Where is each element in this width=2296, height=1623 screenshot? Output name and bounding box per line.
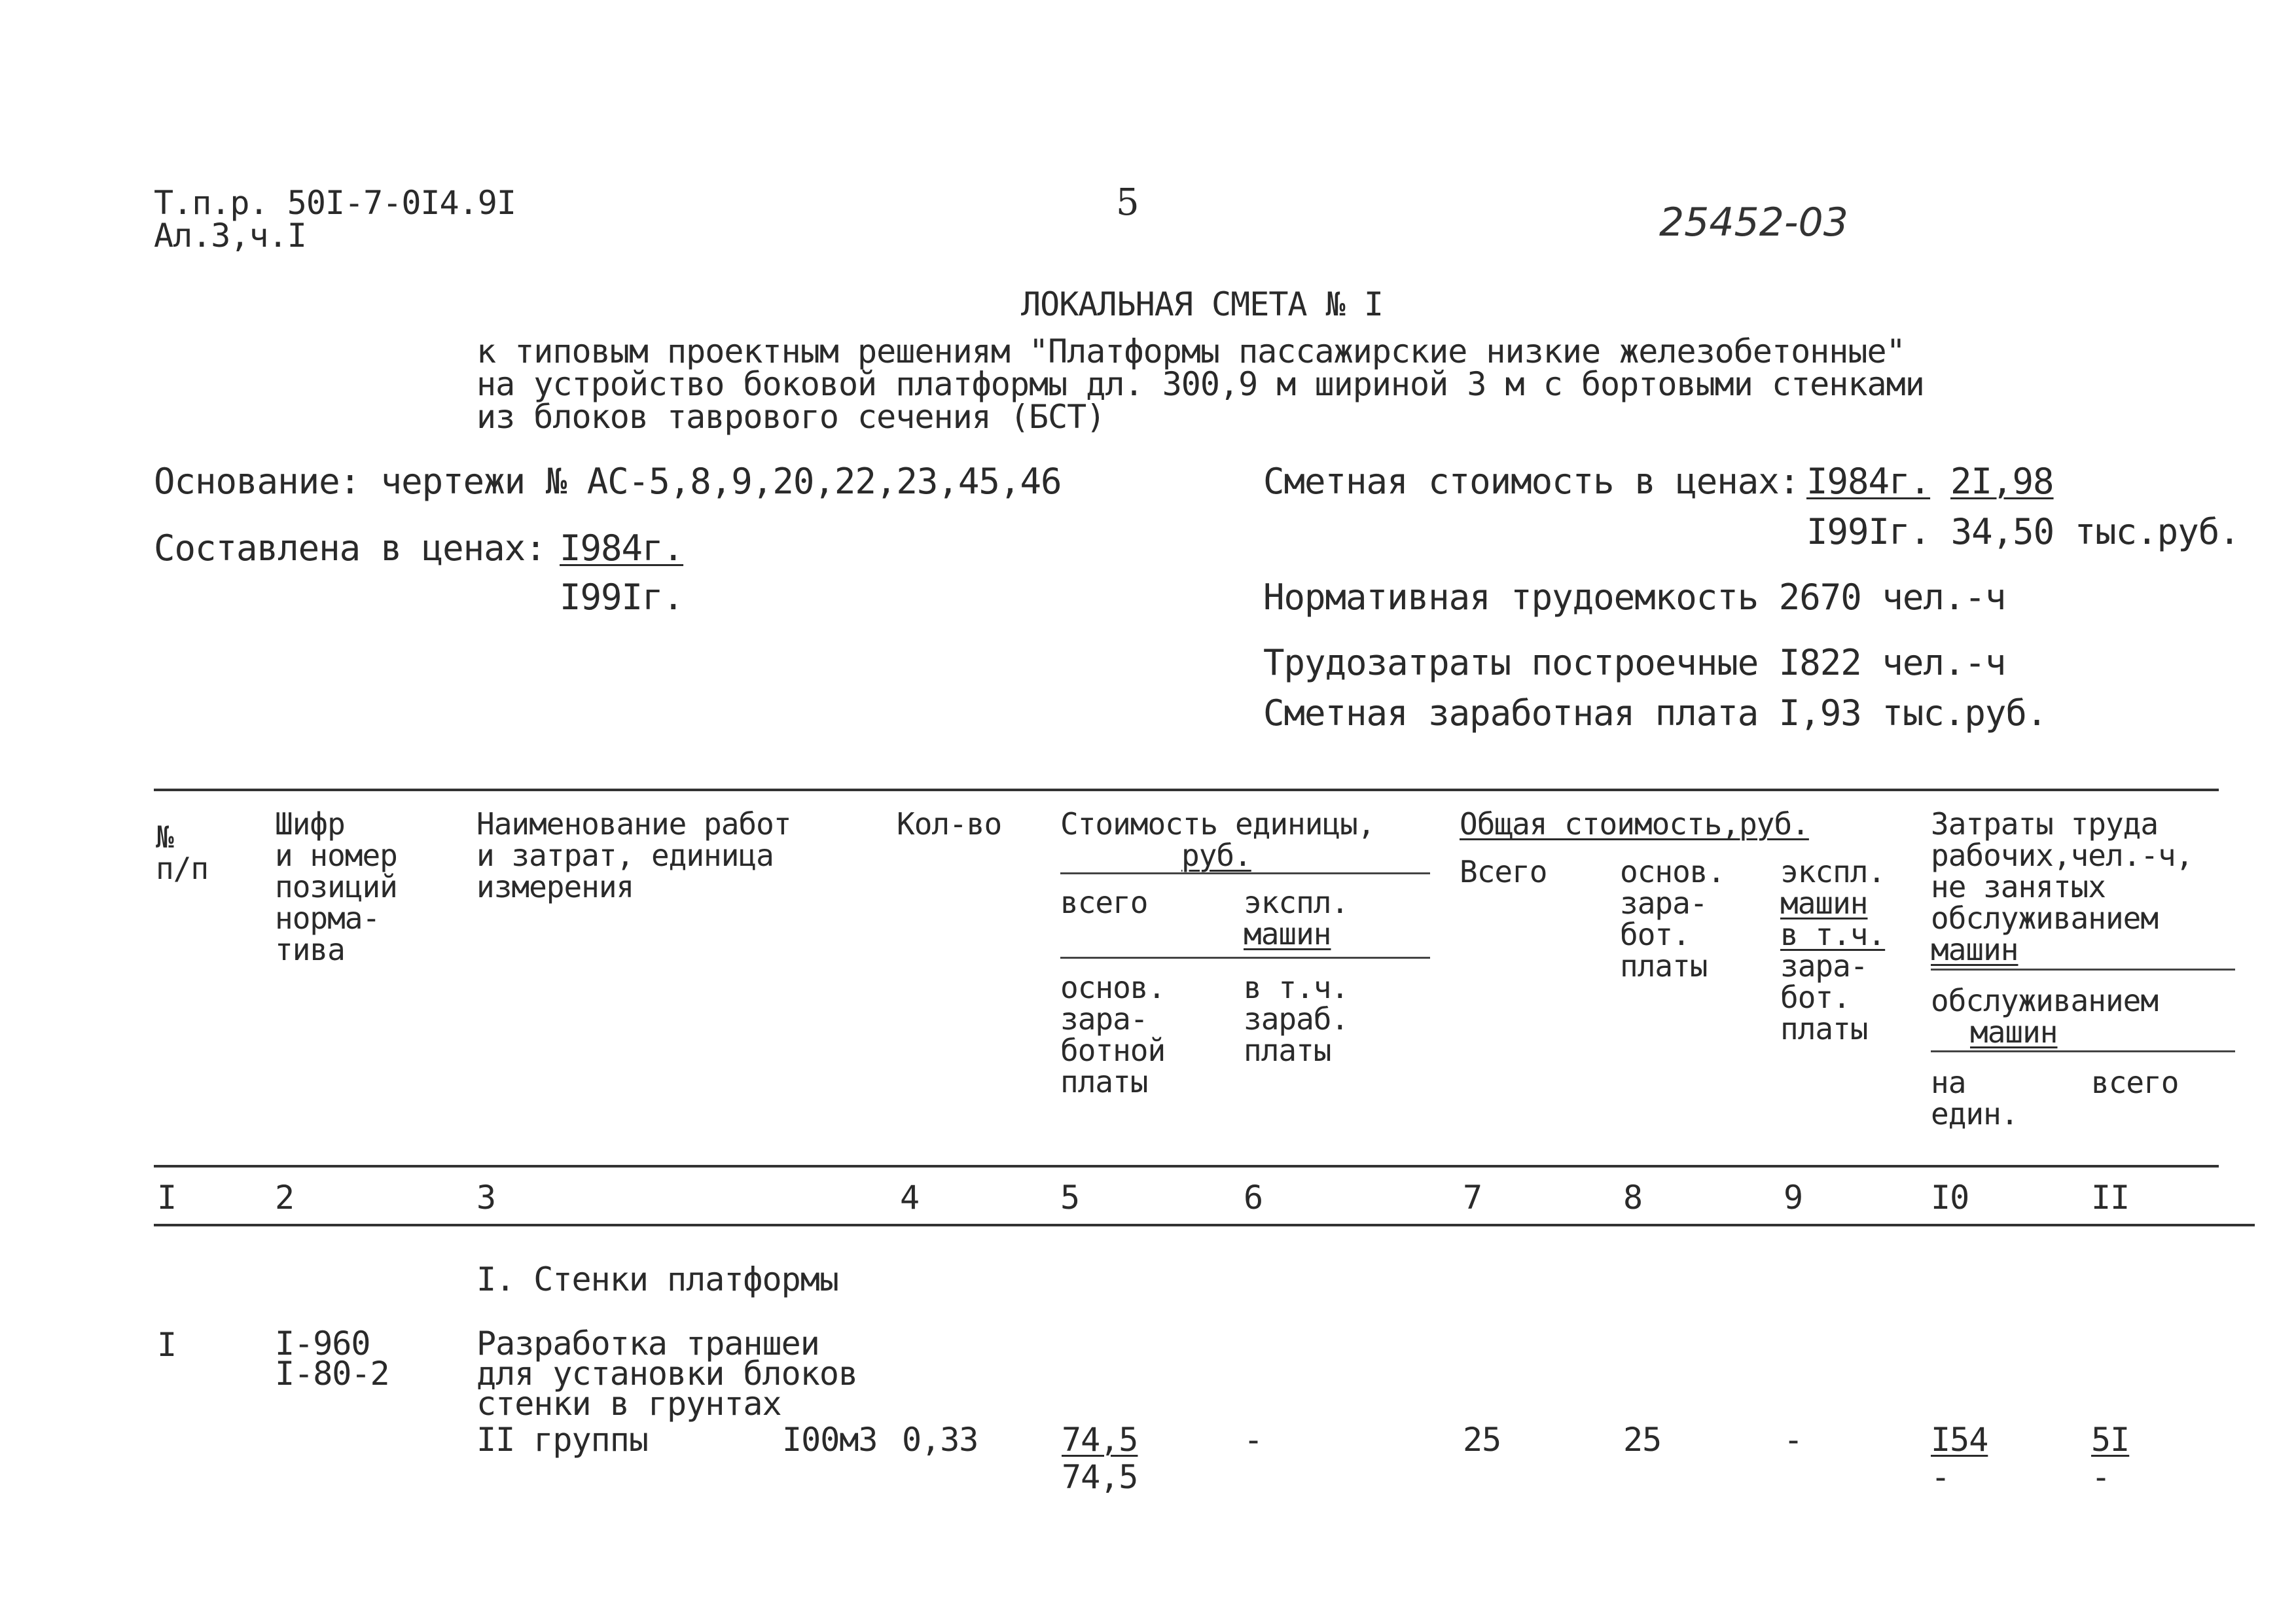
doc-code-line1: Т.п.р. 50I-7-0I4.9I <box>154 184 516 222</box>
col11-header: всего <box>2091 1065 2179 1100</box>
row-1-unit: I00м3 <box>782 1421 878 1459</box>
table-top-rule <box>154 789 2219 791</box>
col10-header: на един. <box>1931 1065 2018 1132</box>
basis: Основание: чертежи № АС-5,8,9,20,22,23,45,46 <box>154 461 1062 502</box>
row-1-name: Разработка траншеи для установки блоков стенки в грунтах <box>476 1325 858 1423</box>
labor2-header: обслуживанием <box>1931 983 2159 1018</box>
col-name-header: Наименование работ и затрат, единица измерения <box>476 806 791 904</box>
labor-rule-1 <box>1931 969 2235 971</box>
section-title: I. Стенки платформы <box>476 1260 838 1298</box>
labor-header: Затраты труда рабочих,чел.-ч, не занятых обслуживанием <box>1931 806 2193 936</box>
col7-header: Всего <box>1460 854 1547 889</box>
row-1-code: I-960 I-80-2 <box>275 1325 389 1393</box>
row-1-labor-total-2: - <box>2091 1458 2111 1496</box>
col-numbers-rule <box>154 1224 2255 1226</box>
archive-number: 25452-03 <box>1659 200 1848 245</box>
cost-label: Сметная стоимость в ценах: <box>1263 461 1800 502</box>
unit-cost-mid-rule <box>1060 957 1430 959</box>
col-number-4: 4 <box>900 1179 920 1217</box>
row-1-qty: 0,33 <box>902 1421 978 1459</box>
col-number-7: 7 <box>1463 1179 1482 1217</box>
prices-1991: I99Iг. <box>560 577 684 618</box>
col5-bottom-header: основ. зара- ботной платы <box>1060 970 1166 1099</box>
row-1-labor-unit: I54 <box>1931 1421 1988 1459</box>
col-code-header: Шифр и номер позиций норма- тива <box>275 806 397 967</box>
row-1-unit-mach: - <box>1244 1421 1263 1459</box>
col5-top-header: всего <box>1060 885 1148 920</box>
row-1-total-mach: - <box>1784 1421 1803 1459</box>
col9-header-d: зара- бот. платы <box>1780 948 1868 1046</box>
col-qty-header: Кол-во <box>897 806 1002 842</box>
col6-top-header-u: машин <box>1244 916 1331 952</box>
col-number-11: II <box>2091 1179 2130 1217</box>
col-number-10: I0 <box>1931 1179 1969 1217</box>
col-number-1: I <box>157 1179 177 1217</box>
col9-header-b: машин <box>1780 885 1868 921</box>
cost-1991: I99Iг. 34,50 тыс.руб. <box>1806 511 2240 552</box>
row-1-total: 25 <box>1463 1421 1501 1459</box>
labor-rule-2 <box>1931 1050 2235 1052</box>
labor2-header-u: машин <box>1970 1014 2058 1050</box>
estimate-title: ЛОКАЛЬНАЯ СМЕТА № I <box>1021 285 1383 323</box>
col-number-8: 8 <box>1623 1179 1643 1217</box>
col9-header-c: в т.ч. <box>1780 917 1886 952</box>
col-number-2: 2 <box>275 1179 295 1217</box>
col-number-3: 3 <box>476 1179 496 1217</box>
col6-top-header: экспл. <box>1244 885 1349 920</box>
col-number-9: 9 <box>1784 1179 1803 1217</box>
row-1-unit-total: 74,5 <box>1062 1421 1138 1459</box>
labor-build: Трудозатраты построечные I822 чел.-ч <box>1263 642 2006 683</box>
prices-label: Составлена в ценах: <box>154 527 546 569</box>
col6-bottom-header: в т.ч. зараб. платы <box>1244 970 1349 1068</box>
title-line-3: из блоков таврового сечения (БСТ) <box>476 398 1105 436</box>
col9-header-a: экспл. <box>1780 854 1886 889</box>
title-line-1: к типовым проектным решениям "Платформы пассажирские низкие железобетонные" <box>476 332 1905 370</box>
row-1-name-last: II группы <box>476 1421 648 1459</box>
col-number-5: 5 <box>1060 1179 1080 1217</box>
col8-header: основ. зара- бот. платы <box>1620 854 1725 984</box>
page-number: 5 <box>1116 181 1139 224</box>
prices-1984: I984г. <box>560 527 684 569</box>
row-1-labor-unit-2: - <box>1931 1458 1950 1496</box>
row-1-labor-total: 5I <box>2091 1421 2130 1459</box>
row-1-unit-wage: 74,5 <box>1062 1458 1138 1496</box>
labor-header-u: машин <box>1931 932 2018 967</box>
unit-cost-rub: руб. <box>1181 838 1251 873</box>
title-line-2: на устройство боковой платформы дл. 300,9 м шириной 3 м с бортовыми стенками <box>476 365 1924 403</box>
total-cost-header: Общая стоимость,руб. <box>1460 806 1809 842</box>
wage: Сметная заработная плата I,93 тыс.руб. <box>1263 692 2047 734</box>
unit-cost-header: Стоимость единицы, <box>1060 806 1375 842</box>
col-number-6: 6 <box>1244 1179 1263 1217</box>
cost-1984-value: 2I,98 <box>1950 461 2054 502</box>
doc-code-line2: Ал.3,ч.I <box>154 217 306 255</box>
labor-norm: Нормативная трудоемкость 2670 чел.-ч <box>1263 577 2006 618</box>
col-num-header: № п/п <box>156 819 209 886</box>
header-bottom-rule <box>154 1165 2219 1168</box>
cost-1984-year: I984г. <box>1806 461 1931 502</box>
row-1-num: I <box>157 1326 177 1364</box>
row-1-total-wage: 25 <box>1623 1421 1662 1459</box>
